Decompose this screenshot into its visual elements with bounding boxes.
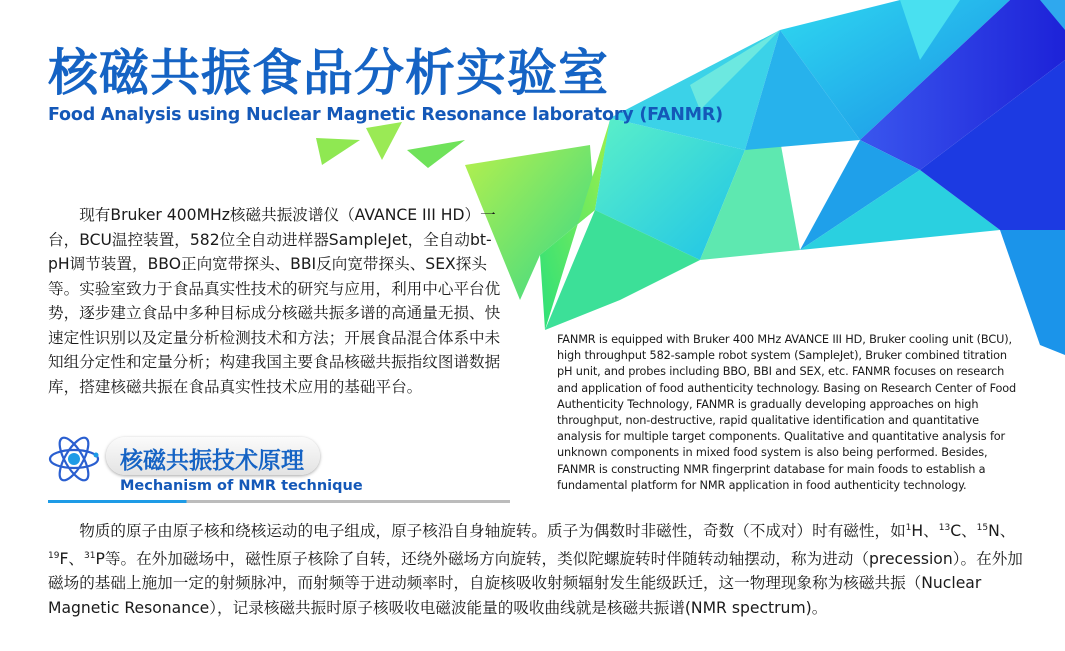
mechanism-paragraph: 物质的原子由原子核和绕核运动的电子组成，原子核沿自身轴旋转。质子为偶数时非磁性，奇数（不成对）时有磁性，如$^1$H、$^{13}$C、$^{15}$N、$^{19}$F、$^{31}$P等。在外加磁场中，磁性原子核除了自转，还绕外磁场方向旋转，类似陀螺旋转时伴随转动轴摆动，称为进动（precession）。在外加磁场的基础上施加一定的射频脉冲，而射频等于进动频率时，自旋核吸收射频辐射发生能级跃迁，这一物理现象称为核磁共振（Nuclear Magnetic Resonance），记录核磁共振时原子核吸收电磁波能量的吸收曲线就是核磁共振谱(NMR spectrum)。	[48, 522, 1023, 617]
atom-icon	[46, 434, 106, 484]
page-subtitle: Food Analysis using Nuclear Magnetic Resonance laboratory (FANMR)	[48, 105, 723, 125]
intro-paragraph-en: FANMR is equipped with Bruker 400 MHz AVANCE III HD, Bruker cooling unit (BCU), high throughput 582-sample robot system (SampleJet), Bruker combined titration pH unit, and probes including BBO, BBI and SEX, etc. FANMR focuses on research and application of food authenticity technology. Basing on Research Center of Food Authenticity Technology, FANMR is gradually developing approaches on high throughput, non-destructive, rapid qualitative identification and quantitative analysis for multiple target components. Qualitative and quantitative analysis for unknown components in mixed food system is also being performed. Besides, FANMR is constructing NMR fingerprint database for main foods to establish a fundamental platform for NMR application in food authenticity technology.	[557, 333, 1017, 492]
intro-paragraph-cn: 现有Bruker 400MHz核磁共振波谱仪（AVANCE III HD）一台，BCU温控装置，582位全自动进样器SampleJet，全自动bt-pH调节装置，BBO正向宽带探头、BBI反向宽带探头、SEX探头等。实验室致力于食品真实性技术的研究与应用，利用中心平台优势，逐步建立食品中多种目标成分核磁共振多谱的高通量无损、快速定性识别以及定量分析检测技术和方法；开展食品混合体系中未知组分定性和定量分析；构建我国主要食品核磁共振指纹图谱数据库，搭建核磁共振在食品真实性技术应用的基础平台。	[48, 206, 501, 396]
section-title: 核磁共振技术原理	[120, 448, 304, 474]
page-title: 核磁共振食品分析实验室	[48, 44, 609, 102]
section-divider	[48, 500, 510, 503]
section-subtitle: Mechanism of NMR technique	[120, 478, 363, 494]
